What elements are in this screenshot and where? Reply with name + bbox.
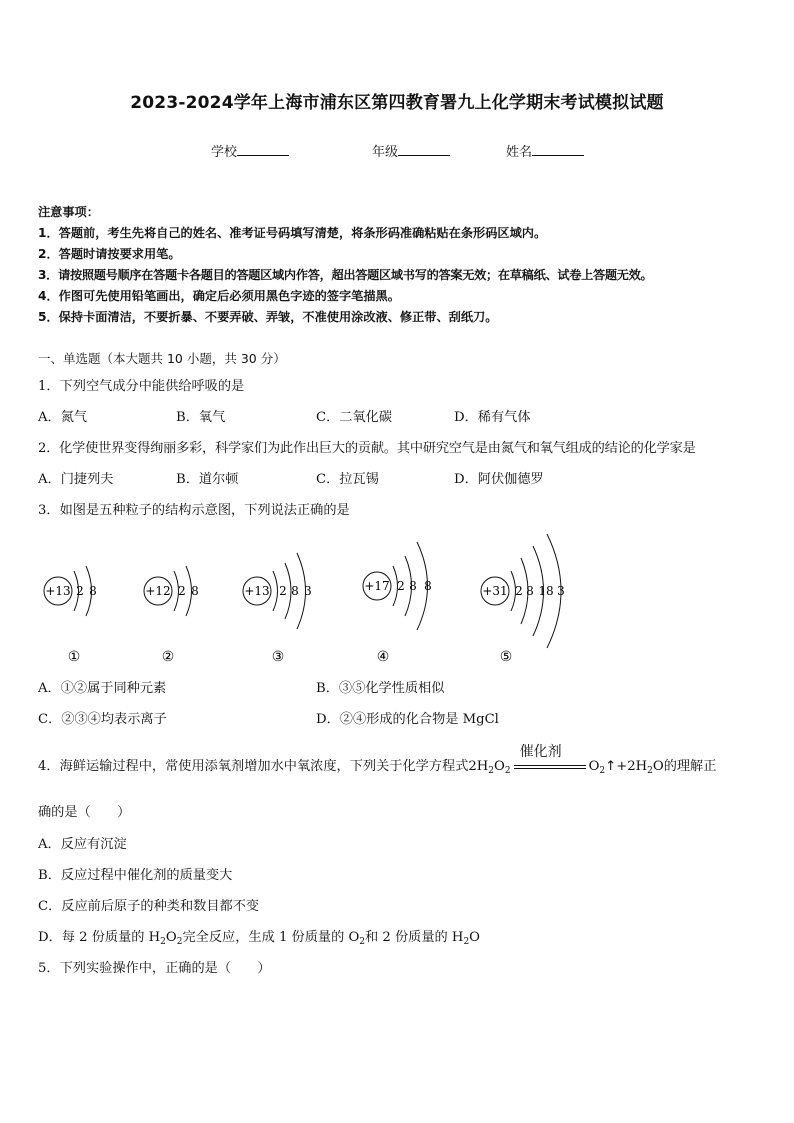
q4-stem-before: 4．海鲜运输过程中，常使用添氧剂增加水中氧浓度，下列关于化学方程式 <box>38 759 469 774</box>
grade-label: 年级 <box>372 145 399 160</box>
shell-electrons: 2 <box>76 584 84 598</box>
nucleus-label: +13 <box>45 584 71 598</box>
q4-option-d[interactable]: D．每 2 份质量的 $H_2O_2$完全反应，生成 1 份质量的 $O_2$和 2 份质量的 $H_2O$ <box>38 930 480 947</box>
grade-blank[interactable] <box>398 143 450 156</box>
name-blank[interactable] <box>532 143 584 156</box>
q2-stem: 2．化学使世界变得绚丽多彩，科学家们为此作出巨大的贡献。其中研究空气是由氮气和氧气组成的结论的化学家是 <box>38 441 696 456</box>
nucleus-label: +13 <box>244 584 270 598</box>
atom-diagram-1 <box>44 566 97 665</box>
name-field[interactable] <box>506 141 584 160</box>
q2-option-a[interactable]: A．门捷列夫 <box>38 472 114 487</box>
particle-label: ③ <box>271 649 285 665</box>
q4-option-b[interactable]: B．反应过程中催化剂的质量变大 <box>38 868 233 883</box>
grade-field[interactable] <box>372 141 450 160</box>
shell-electrons: 8 <box>191 584 199 598</box>
shell-electrons: 2 <box>515 584 523 598</box>
particle-label: ① <box>67 649 81 665</box>
shell-electrons: 2 <box>279 584 287 598</box>
notice-item: 4．作图可先使用铅笔画出，确定后必须用黑色字迹的签字笔描黑。 <box>38 289 400 303</box>
atom-diagram-3 <box>243 553 312 665</box>
chemical-equation: $2H_2O_2$ 催化剂 $O_2↑+2H_2O$ <box>468 759 663 774</box>
notice-item: 5．保持卡面清洁，不要折暴、不要弄破、弄皱，不准使用涂改液、修正带、刮纸刀。 <box>38 310 498 324</box>
q2-option-b[interactable]: B．道尔顿 <box>176 472 239 487</box>
q1-option-d[interactable]: D．稀有气体 <box>454 410 531 425</box>
q4-stem-line1 <box>38 743 717 776</box>
notice-item: 2．答题时请按要求用笔。 <box>38 247 181 261</box>
q3-option-c[interactable]: C．②③④均表示离子 <box>38 712 167 727</box>
shell-electrons: 3 <box>557 584 565 598</box>
shell-electrons: 8 <box>291 584 299 598</box>
shell-electrons: 8 <box>526 584 534 598</box>
catalyst-label: 催化剂 <box>519 743 562 760</box>
q1-option-a[interactable]: A．氮气 <box>38 410 88 425</box>
shell-electrons: 2 <box>178 584 186 598</box>
shell-electrons: 18 <box>538 584 554 598</box>
q4-stem-line2: 确的是（ ） <box>38 805 131 820</box>
nucleus-label: +12 <box>145 584 171 598</box>
q5-stem: 5．下列实验操作中，正确的是（ ） <box>38 961 271 976</box>
q1-stem: 1．下列空气成分中能供给呼吸的是 <box>38 379 245 394</box>
school-label: 学校 <box>211 145 238 160</box>
shell-electrons: 3 <box>304 584 312 598</box>
atom-structure-diagram <box>0 528 794 668</box>
notice-item: 3．请按照题号顺序在答题卡各题目的答题区域内作答，超出答题区域书写的答案无效；在草稿纸、试卷上答题无效。 <box>38 268 653 282</box>
section-heading: 一、单选题（本大题共 10 小题，共 30 分） <box>38 351 286 366</box>
particle-label: ⑤ <box>499 649 513 665</box>
q2-option-c[interactable]: C．拉瓦锡 <box>316 472 379 487</box>
particle-label: ④ <box>376 649 390 665</box>
atom-diagram-2 <box>144 566 199 665</box>
q3-option-b[interactable]: B．③⑤化学性质相似 <box>316 681 445 696</box>
q4-stem-after: 的理解正 <box>663 759 717 774</box>
q3-option-a[interactable]: A．①②属于同种元素 <box>38 681 167 696</box>
name-label: 姓名 <box>506 145 533 160</box>
shell-electrons: 8 <box>424 579 432 593</box>
q3-stem: 3．如图是五种粒子的结构示意图，下列说法正确的是 <box>38 503 350 518</box>
nucleus-label: +31 <box>482 584 508 598</box>
shell-electrons: 2 <box>397 579 405 593</box>
q4-option-a[interactable]: A．反应有沉淀 <box>38 837 127 852</box>
nucleus-label: +17 <box>364 579 390 593</box>
atom-diagram-4 <box>363 542 432 665</box>
catalyst-arrow <box>514 743 586 774</box>
shell-electrons: 8 <box>89 584 97 598</box>
notice-item: 1．答题前，考生先将自己的姓名、准考证号码填写清楚，将条形码准确粘贴在条形码区域内。 <box>38 226 547 240</box>
school-field[interactable] <box>211 141 289 160</box>
school-blank[interactable] <box>237 143 289 156</box>
particle-label: ② <box>161 649 175 665</box>
q3-option-d[interactable]: D．②④形成的化合物是 MgCl <box>316 712 499 727</box>
q2-option-d[interactable]: D．阿伏伽德罗 <box>454 472 544 487</box>
page-title: 2023-2024学年上海市浦东区第四教育署九上化学期末考试模拟试题 <box>130 93 664 113</box>
q1-option-c[interactable]: C．二氧化碳 <box>316 410 393 425</box>
atom-diagram-5 <box>481 534 565 665</box>
q1-option-b[interactable]: B．氧气 <box>176 410 226 425</box>
notice-heading: 注意事项： <box>38 205 99 219</box>
shell-electrons: 8 <box>409 579 417 593</box>
q4-option-c[interactable]: C．反应前后原子的种类和数目都不变 <box>38 899 260 914</box>
